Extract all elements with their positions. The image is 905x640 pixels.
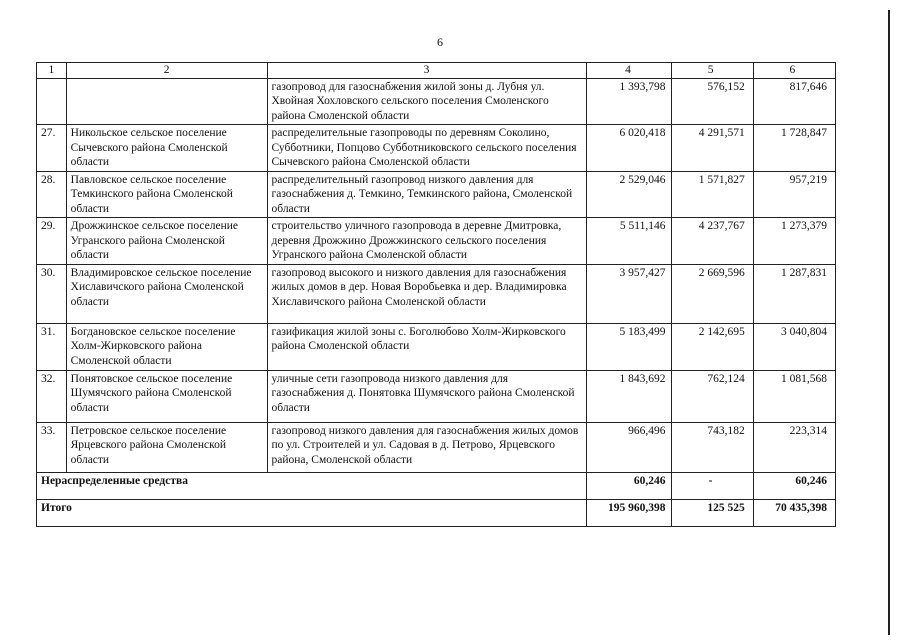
project-description: газопровод высокого и низкого давления для газоснабжения жилых домов в дер. Новая Воробьевка и дер. Владимировка Хиславичского района Смоленской области bbox=[267, 264, 586, 323]
amount-total: 3 957,427 bbox=[586, 264, 672, 323]
total-row bbox=[37, 499, 836, 526]
amount-col5: 1 571,827 bbox=[672, 171, 753, 218]
amount-total: 2 529,046 bbox=[586, 171, 672, 218]
table-row bbox=[37, 78, 836, 125]
settlement-name: Петровское сельское поселение Ярцевского района Смоленской области bbox=[66, 422, 267, 472]
project-description: строительство уличного газопровода в деревне Дмитровка, деревня Дрожжино Дрожжинского сельского поселения Угранского района Смоленской области bbox=[267, 218, 586, 265]
project-description: газопровод для газоснабжения жилой зоны д. Лубня ул. Хвойная Хохловского сельского поселения Смоленского района Смоленской области bbox=[267, 78, 586, 125]
right-margin-rule bbox=[888, 10, 890, 635]
table-row bbox=[37, 171, 836, 218]
row-number: 31. bbox=[37, 323, 67, 370]
page-number: 6 bbox=[437, 35, 443, 49]
table-row bbox=[37, 370, 836, 422]
row-number: 32. bbox=[37, 370, 67, 422]
total-col6: 70 435,398 bbox=[753, 499, 835, 526]
row-number bbox=[37, 78, 67, 125]
row-number: 29. bbox=[37, 218, 67, 265]
table-row bbox=[37, 264, 836, 323]
row-number: 30. bbox=[37, 264, 67, 323]
amount-col6: 1 728,847 bbox=[753, 125, 835, 172]
amount-col5: 762,124 bbox=[672, 370, 753, 422]
project-description: газопровод низкого давления для газоснабжения жилых домов по ул. Строителей и ул. Садовая в д. Петрово, Ярцевского района, Смоленской области bbox=[267, 422, 586, 472]
project-description: распределительный газопровод низкого давления для газоснабжения д. Темкино, Темкинского района, Смоленской области bbox=[267, 171, 586, 218]
amount-col6: 817,646 bbox=[753, 78, 835, 125]
gasification-table bbox=[36, 62, 836, 527]
row-number: 33. bbox=[37, 422, 67, 472]
header-col-3: 3 bbox=[267, 63, 586, 79]
table-row bbox=[37, 323, 836, 370]
total-label: Итого bbox=[37, 499, 587, 526]
amount-col6: 1 273,379 bbox=[753, 218, 835, 265]
settlement-name: Понятовское сельское поселение Шумячского района Смоленской области bbox=[66, 370, 267, 422]
table-header-row bbox=[37, 63, 836, 79]
amount-col6: 3 040,804 bbox=[753, 323, 835, 370]
table-row bbox=[37, 218, 836, 265]
amount-total: 966,496 bbox=[586, 422, 672, 472]
settlement-name: Никольское сельское поселение Сычевского района Смоленской области bbox=[66, 125, 267, 172]
settlement-name bbox=[66, 78, 267, 125]
row-number: 28. bbox=[37, 171, 67, 218]
amount-total: 1 393,798 bbox=[586, 78, 672, 125]
unallocated-row bbox=[37, 472, 836, 499]
total-col5: 125 525 bbox=[672, 499, 753, 526]
header-col-6: 6 bbox=[753, 63, 835, 79]
amount-col5: 4 291,571 bbox=[672, 125, 753, 172]
amount-total: 1 843,692 bbox=[586, 370, 672, 422]
row-number: 27. bbox=[37, 125, 67, 172]
amount-col5: 743,182 bbox=[672, 422, 753, 472]
grand-total: 195 960,398 bbox=[586, 499, 672, 526]
header-col-1: 1 bbox=[37, 63, 67, 79]
header-col-4: 4 bbox=[586, 63, 672, 79]
amount-col6: 957,219 bbox=[753, 171, 835, 218]
settlement-name: Дрожжинское сельское поселение Угранского района Смоленской области bbox=[66, 218, 267, 265]
settlement-name: Павловское сельское поселение Темкинского района Смоленской области bbox=[66, 171, 267, 218]
amount-total: 5 183,499 bbox=[586, 323, 672, 370]
header-col-2: 2 bbox=[66, 63, 267, 79]
amount-col5: 2 142,695 bbox=[672, 323, 753, 370]
amount-col6: 223,314 bbox=[753, 422, 835, 472]
amount-total: 5 511,146 bbox=[586, 218, 672, 265]
unallocated-col5: - bbox=[672, 472, 753, 499]
amount-col5: 576,152 bbox=[672, 78, 753, 125]
project-description: уличные сети газопровода низкого давления для газоснабжения д. Понятовка Шумячского района Смоленской области bbox=[267, 370, 586, 422]
amount-col5: 4 237,767 bbox=[672, 218, 753, 265]
settlement-name: Владимировское сельское поселение Хиславичского района Смоленской области bbox=[66, 264, 267, 323]
unallocated-col6: 60,246 bbox=[753, 472, 835, 499]
unallocated-total: 60,246 bbox=[586, 472, 672, 499]
project-description: распределительные газопроводы по деревням Соколино, Субботники, Попцово Субботниковского сельского поселения Сычевского района Смоленской области bbox=[267, 125, 586, 172]
amount-total: 6 020,418 bbox=[586, 125, 672, 172]
amount-col6: 1 287,831 bbox=[753, 264, 835, 323]
amount-col6: 1 081,568 bbox=[753, 370, 835, 422]
table-row bbox=[37, 422, 836, 472]
table-row bbox=[37, 125, 836, 172]
header-col-5: 5 bbox=[672, 63, 753, 79]
settlement-name: Богдановское сельское поселение Холм-Жирковского района Смоленской области bbox=[66, 323, 267, 370]
project-description: газификация жилой зоны с. Боголюбово Холм-Жирковского района Смоленской области bbox=[267, 323, 586, 370]
unallocated-label: Нераспределенные средства bbox=[37, 472, 587, 499]
amount-col5: 2 669,596 bbox=[672, 264, 753, 323]
